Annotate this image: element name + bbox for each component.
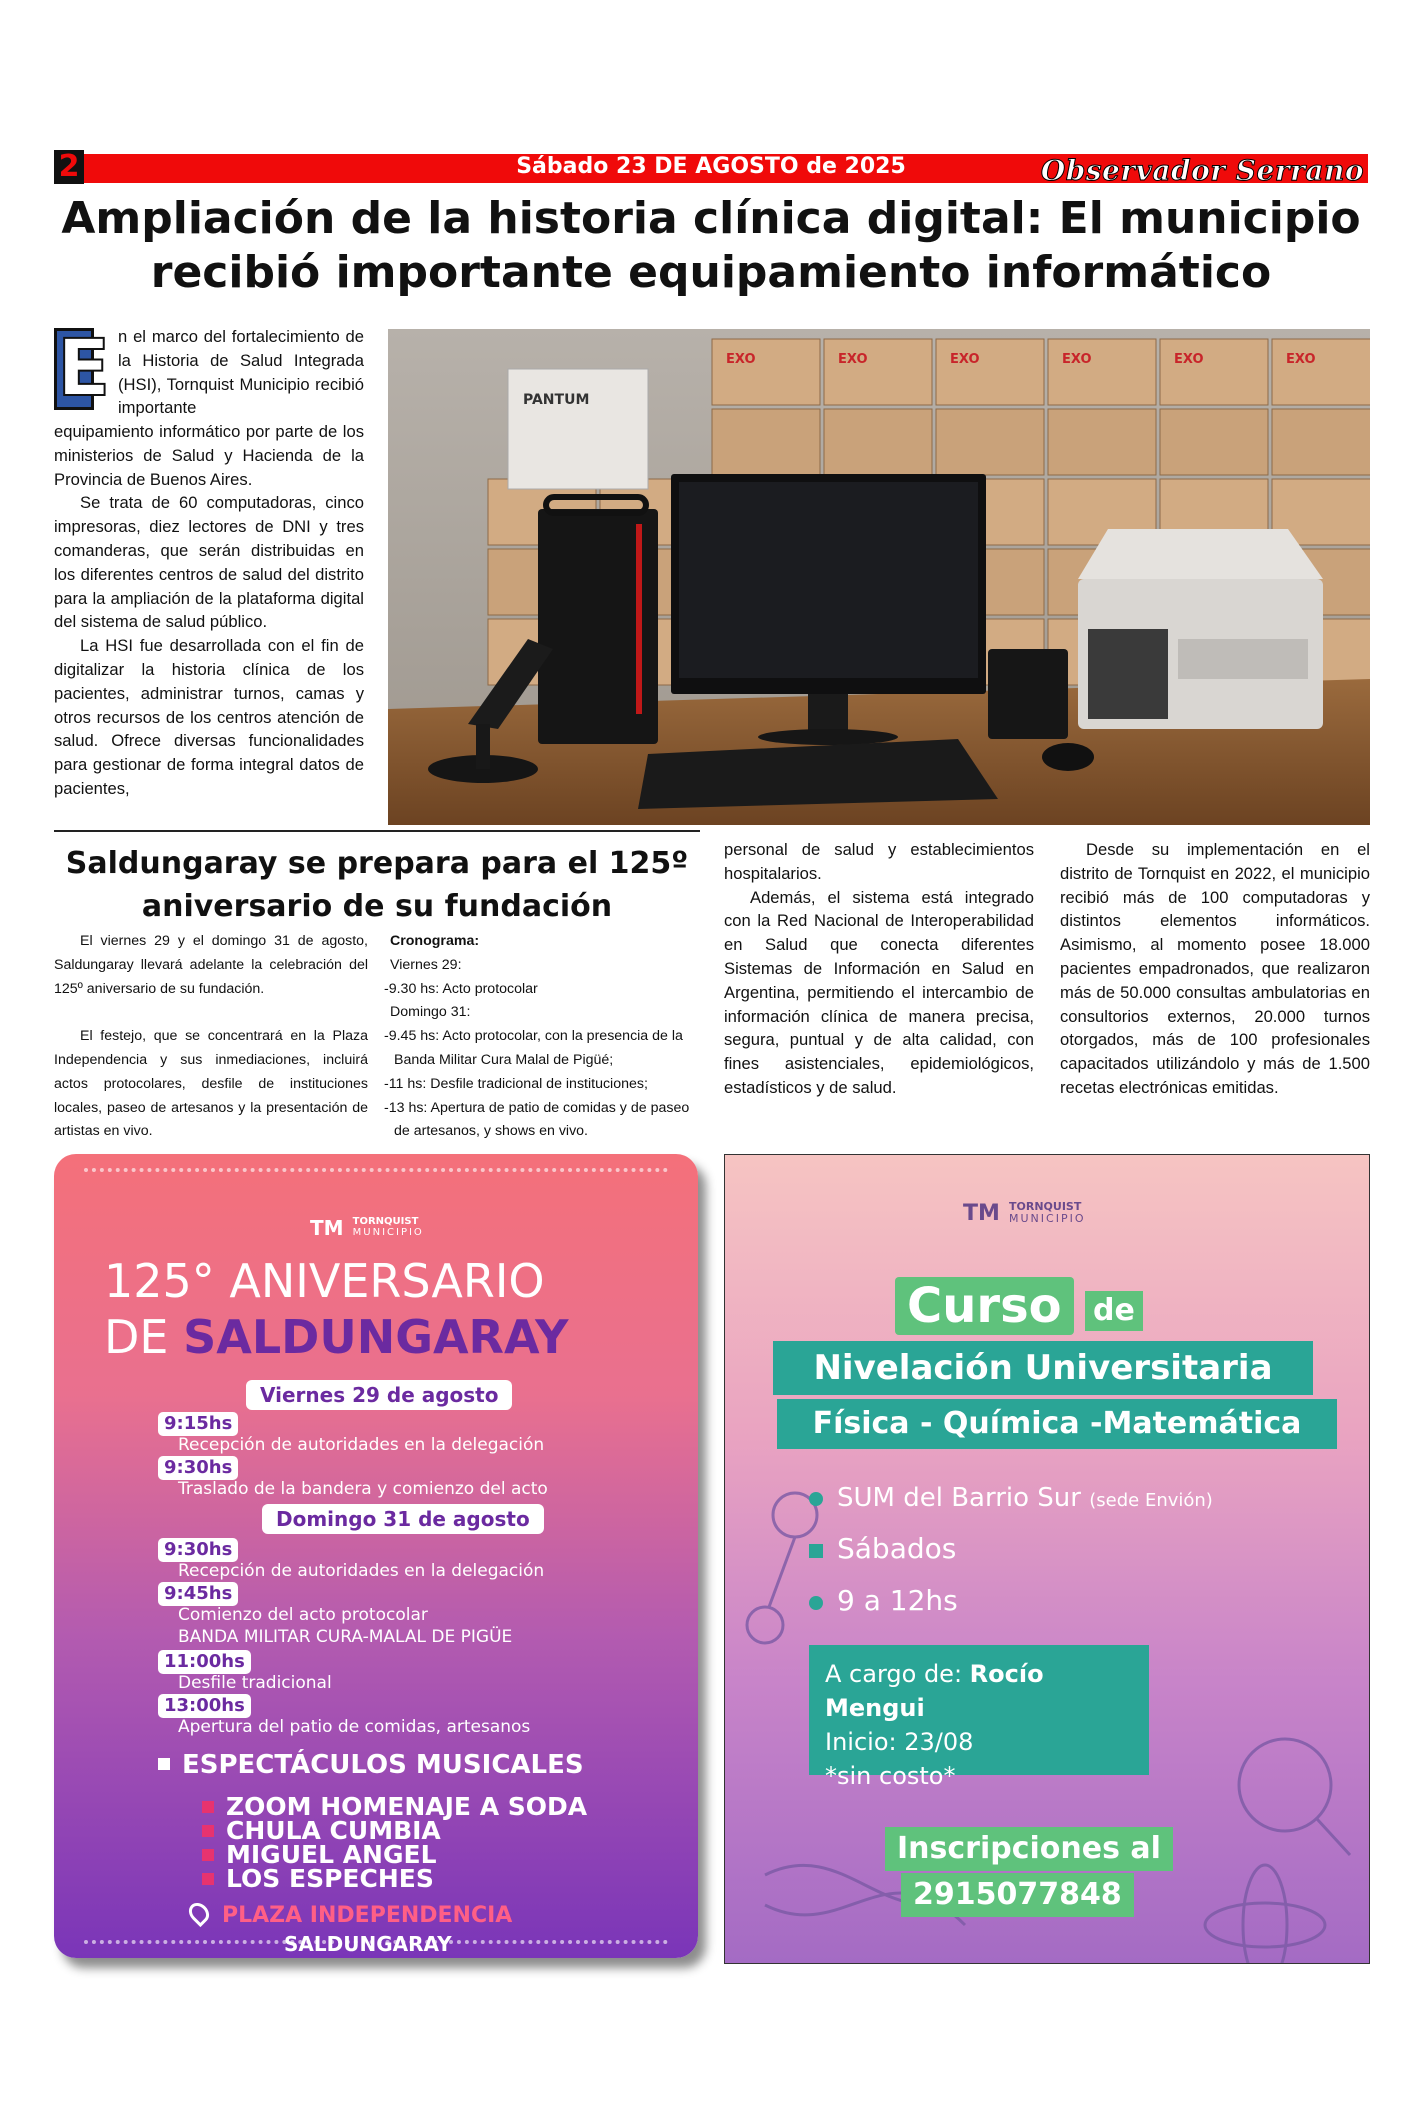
- cardboard-box: [936, 339, 1044, 405]
- main-headline: Ampliación de la historia clínica digital: El municipio recibió importante equipamiento informático: [61, 193, 1361, 298]
- cardboard-box: [1272, 339, 1370, 405]
- cronograma-item: -9.45 hs: Acto protocolar, con la presencia de la Banda Militar Cura Malal de Pigüé;: [384, 1028, 683, 1068]
- box-brand-label: EXO: [1286, 352, 1316, 367]
- clock-icon: [809, 1596, 823, 1610]
- cronograma-item: -9.30 hs: Acto protocolar: [384, 980, 538, 997]
- slot-desc: Apertura del patio de comidas, artesanos: [178, 1717, 531, 1737]
- paragraph-3: La HSI fue desarrollada con el fin de digitalizar la historia clínica de los pacientes, administrar turnos, camas y otros recursos de los centros atención de salud. Ofrece diversas funcionalidades para gestionar de forma integral datos de pacientes,: [54, 636, 364, 798]
- logo-mark: TM: [310, 1216, 344, 1240]
- curso-hours-text: 9 a 12hs: [837, 1584, 958, 1617]
- box-brand-label: EXO: [1062, 352, 1092, 367]
- signup-label: Inscripciones al: [885, 1827, 1173, 1871]
- artist-item: ZOOM HOMENAJE A SODA: [202, 1794, 587, 1820]
- curso-hours: [809, 1583, 958, 1619]
- poster-place-text: PLAZA INDEPENDENCIA: [222, 1903, 513, 1928]
- lead-rest-text: equipamiento informático por parte de los ministerios de Salud y Hacienda de la Provincia de Buenos Aires.: [54, 422, 364, 489]
- day1-header: Viernes 29 de agosto: [246, 1380, 512, 1410]
- poster-title-town: SALDUNGARAY: [183, 1310, 569, 1364]
- poster-title-line2: [104, 1310, 569, 1364]
- curso-place-text: SUM del Barrio Sur: [837, 1483, 1081, 1513]
- artist-item: MIGUEL ANGEL: [202, 1842, 437, 1868]
- poster-title-line1: 125° ANIVERSARIO: [104, 1254, 545, 1308]
- article-column-1: [54, 420, 364, 801]
- paragraph-2: Se trata de 60 computadoras, cinco impresoras, diez lectores de DNI y tres comanderas, que serán distribuidas en los diferentes centros de salud del distrito para la ampliación de la plataforma digital del sistema de salud público.: [54, 493, 364, 632]
- section-divider: [54, 830, 700, 832]
- sub-article-body: [54, 930, 368, 1144]
- paragraph-4: Además, el sistema está integrado con la Red Nacional de Interoperabilidad en Salud que conecta diferentes Sistemas de Información en Salud en Argentina, permitiendo el intercambio de información clínica de manera precisa, segura, puntual y de alta calidad, con fines asistenciales, epidemiológicos, estadísticos y de salud.: [724, 887, 1034, 1097]
- curso-cost: *sin costo*: [825, 1762, 956, 1790]
- teacher-name: Rocío Mengui: [825, 1660, 1044, 1722]
- curso-start: Inicio: 23/08: [825, 1728, 974, 1756]
- curso-days: [809, 1531, 956, 1567]
- box-brand-label: EXO: [1174, 352, 1204, 367]
- time-slot: 9:30hs: [158, 1456, 238, 1480]
- logo-name: TORNQUIST: [1009, 1200, 1082, 1213]
- aniversario-poster: [54, 1154, 698, 1958]
- paragraph-3-continued: personal de salud y establecimientos hospitalarios.: [724, 840, 1034, 883]
- poster-town: SALDUNGARAY: [284, 1932, 452, 1956]
- drop-cap: E: [54, 328, 94, 410]
- dotted-border-top: [84, 1168, 668, 1172]
- page-number: 2: [54, 150, 84, 184]
- time-slot: 11:00hs: [158, 1650, 251, 1674]
- equipment-photo: [388, 329, 1370, 825]
- band-line: BANDA MILITAR CURA-MALAL DE PIGÜE: [178, 1627, 513, 1647]
- printer-box-label: PANTUM: [523, 392, 590, 408]
- cardboard-box: [1048, 339, 1156, 405]
- cardboard-box: [1160, 409, 1268, 475]
- cardboard-box: [1272, 409, 1370, 475]
- curso-days-text: Sábados: [837, 1532, 957, 1565]
- cronograma-item: -11 hs: Desfile tradicional de instituciones;: [384, 1075, 648, 1092]
- time-slot: 9:30hs: [158, 1538, 238, 1562]
- cardboard-box: [712, 339, 820, 405]
- paragraph-5: Desde su implementación en el distrito de Tornquist en 2022, el municipio recibió más de 100 computadoras y distintos elementos informáticos. Asimismo, al momento posee 18.000 pacientes empadronados, que realizaron más de 50.000 consultas ambulatorias en consultorios externos, 20.000 turnos otorgados, más de 100 profesionales capacitados utilizándolo y más de 1.500 recetas electrónicas emitidas.: [1060, 840, 1370, 1097]
- box-brand-label: EXO: [950, 352, 980, 367]
- header-bar: [54, 149, 1368, 187]
- calendar-icon: [809, 1544, 823, 1558]
- curso-title: Curso: [895, 1277, 1074, 1335]
- curso-title-de: de: [1085, 1291, 1143, 1331]
- cardboard-box: [824, 339, 932, 405]
- cardboard-box: [1160, 339, 1268, 405]
- tornquist-logo: [310, 1216, 424, 1240]
- music-title: [158, 1750, 584, 1780]
- issue-date: Sábado 23 DE AGOSTO de 2025: [516, 154, 906, 179]
- slot-desc: Recepción de autoridades en la delegación: [178, 1435, 545, 1455]
- cronograma-item: -13 hs: Apertura de patio de comidas y de paseo de artesanos, y shows en vivo.: [384, 1099, 690, 1140]
- cronograma-item: Viernes 29:: [390, 956, 462, 973]
- cronograma-item: Domingo 31:: [390, 1004, 471, 1021]
- box-brand-label: EXO: [726, 352, 756, 367]
- cardboard-box: [824, 409, 932, 475]
- curso-place: [809, 1481, 1213, 1518]
- sub-paragraph-1: El viernes 29 y el domingo 31 de agosto, Saldungaray llevará adelante la celebración del 125º aniversario de su fundación.: [54, 933, 368, 997]
- slot-desc: Recepción de autoridades en la delegación: [178, 1561, 545, 1581]
- curso-info-box: [809, 1645, 1149, 1790]
- equipment-photo-illustration: [388, 329, 1370, 825]
- logo-name: TORNQUIST: [352, 1216, 419, 1227]
- artist-item: LOS ESPECHES: [202, 1866, 434, 1892]
- cardboard-box: [712, 409, 820, 475]
- logo-sub: MUNICIPIO: [352, 1227, 424, 1238]
- article-column-3: [724, 838, 1034, 1100]
- music-title-text: ESPECTÁCULOS MUSICALES: [182, 1750, 584, 1780]
- article-lead-first: [118, 325, 364, 420]
- curso-title-line3: Física - Química -Matemática: [777, 1399, 1337, 1449]
- slot-desc: Desfile tradicional: [178, 1673, 332, 1693]
- curso-title-line2: Nivelación Universitaria: [773, 1341, 1313, 1395]
- sub-headline: Saldungaray se prepara para el 125º aniversario de su fundación: [65, 846, 689, 924]
- curso-place-note: (sede Envión): [1089, 1490, 1213, 1511]
- location-pin-icon: [185, 1899, 213, 1927]
- artist-item: CHULA CUMBIA: [202, 1818, 441, 1844]
- slot-desc: Traslado de la bandera y comienzo del acto: [178, 1479, 548, 1499]
- cardboard-box: [1048, 409, 1156, 475]
- signup-phone: 2915077848: [901, 1873, 1134, 1917]
- time-slot: 9:15hs: [158, 1412, 238, 1436]
- curso-poster: [724, 1154, 1370, 1964]
- poster-title-de: DE: [104, 1310, 169, 1364]
- cronograma-title: Cronograma:: [390, 933, 480, 949]
- location-pin-icon: [809, 1492, 823, 1506]
- sub-paragraph-2: El festejo, que se concentrará en la Plaza Independencia y sus inmediaciones, incluirá actos protocolares, desfile de instituciones locales, paseo de artesanos y la presentación de artistas en vivo.: [54, 1028, 368, 1140]
- logo-mark: TM: [963, 1201, 1000, 1226]
- poster-place: [190, 1902, 512, 1929]
- lead-first-text: n el marco del fortalecimiento de la Historia de Salud Integrada (HSI), Tornquist Municipio recibió importante: [118, 327, 364, 418]
- teacher-label: A cargo de:: [825, 1660, 963, 1688]
- tornquist-logo: [963, 1201, 1085, 1226]
- day2-header: Domingo 31 de agosto: [262, 1504, 544, 1534]
- logo-sub: MUNICIPIO: [1009, 1212, 1086, 1225]
- cardboard-box: [936, 409, 1044, 475]
- time-slot: 13:00hs: [158, 1694, 251, 1718]
- article-column-4: [1060, 838, 1370, 1100]
- box-brand-label: EXO: [838, 352, 868, 367]
- cronograma: [384, 930, 702, 1144]
- time-slot: 9:45hs: [158, 1582, 238, 1606]
- newspaper-brand: Observador Serrano: [1040, 154, 1364, 187]
- slot-desc: Comienzo del acto protocolar: [178, 1605, 428, 1625]
